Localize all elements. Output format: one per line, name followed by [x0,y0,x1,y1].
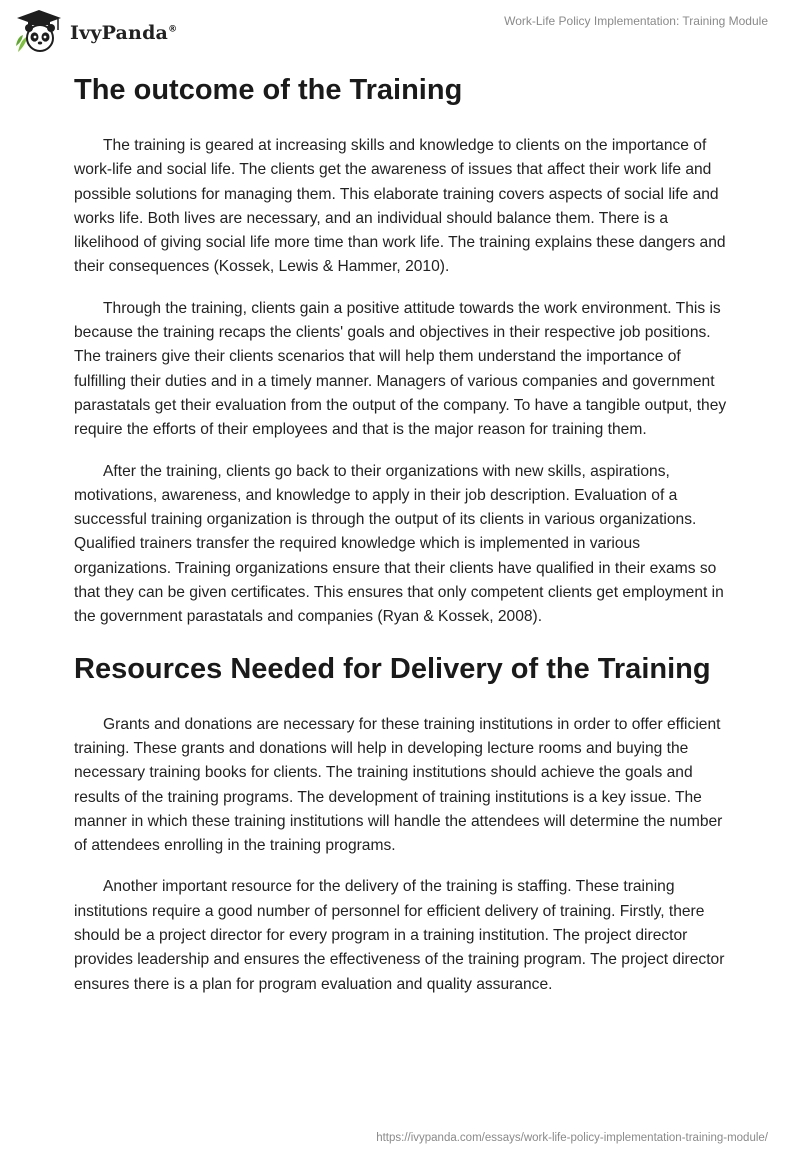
panda-graduate-icon [14,8,64,54]
section-heading: The outcome of the Training [74,74,463,106]
ivypanda-logo[interactable] [14,8,177,54]
footer-url-link[interactable]: https://ivypanda.com/essays/work-life-policy-implementation-training-module/ [376,1132,768,1144]
paragraph: After the training, clients go back to their organizations with new skills, aspirations, motivations, awareness, and knowledge to apply in their job description. Evaluation of a successful training organization is through the output of its clients in various organizations. Qualified trainers transfer the required knowledge which is implemented in various organizations. Training organizations ensure that their clients have qualified in their exams so that they can be given certificates. This ensures that only competent clients get employment in the government parastatals and companies (Ryan & Kossek, 2008). [74,462,724,626]
article-content [74,72,734,997]
paragraph: The training is geared at increasing skills and knowledge to clients on the importance of work-life and social life. The clients get the awareness of issues that affect their work life and possible solutions for managing them. This elaborate training covers aspects of social life and works life. Both lives are necessary, and an individual should balance them. There is a likelihood of giving social life more time than work life. The training explains these dangers and their consequences (Kossek, Lewis & Hammer, 2010). [74,137,726,276]
paragraph: Through the training, clients gain a positive attitude towards the work environment. This is because the training recaps the clients' goals and objectives in their respective job positions. The trainers give their clients scenarios that will help them understand the importance of fulfilling their duties and in a timely manner. Managers of various companies and government parastatals get their evaluation from the output of the company. To have a tangible output, they require the efforts of their employees and that is the major reason for training them. [74,299,727,439]
page-header [0,0,800,60]
section-heading: Resources Needed for Delivery of the Training [74,652,711,685]
paragraph: Another important resource for the delivery of the training is staffing. These training institutions require a good number of personnel for efficient delivery of training. Firstly, there should be a project director for every program in a training institution. The project director provides leadership and ensures the effectiveness of the training program. The project director ensures there is a plan for program evaluation and quality assurance. [74,878,725,993]
document-title: Work-Life Policy Implementation: Training Module [504,14,768,28]
logo-text: IvyPanda® [70,22,178,44]
paragraph: Grants and donations are necessary for these training institutions in order to offer efficient training. These grants and donations will help in developing lecture rooms and buying the necessary training books for clients. The training institutions should achieve the goals and results of the training programs. The development of training institutions is a key issue. The manner in which these training institutions will handle the attendees will determine the number of attendees enrolling in the training programs. [74,715,723,855]
